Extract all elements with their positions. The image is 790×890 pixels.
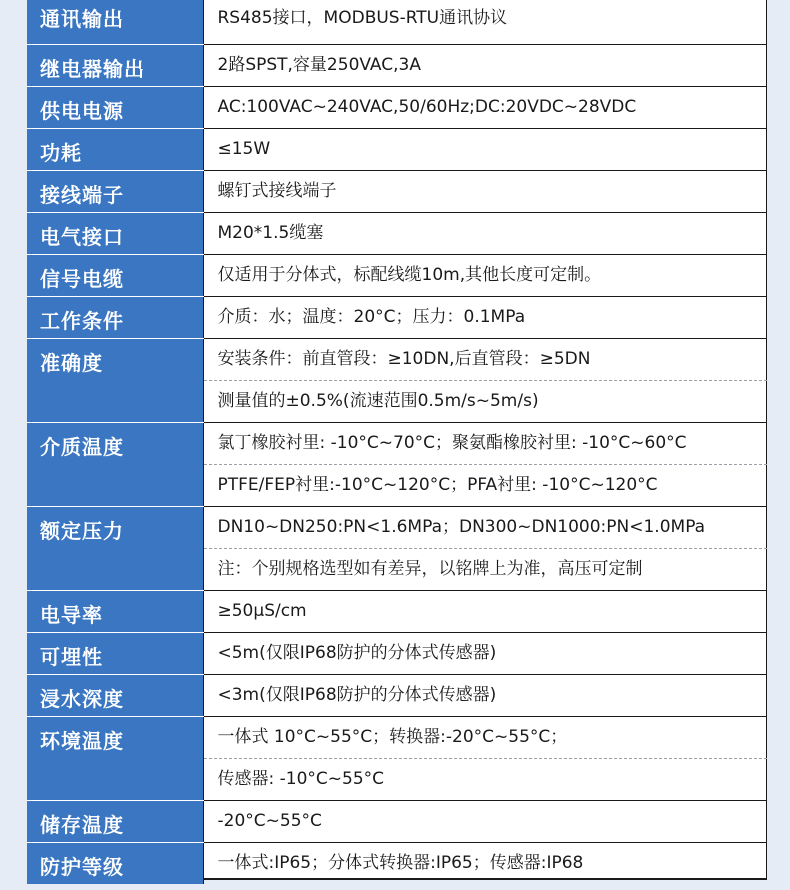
table-row <box>27 716 767 758</box>
row-label: 环境温度 <box>27 716 203 800</box>
row-label: 通讯输出 <box>27 0 203 44</box>
table-row <box>27 800 767 842</box>
table-row <box>27 590 767 632</box>
spec-table <box>27 0 767 884</box>
table-row <box>27 422 767 464</box>
row-value: AC:100VAC~240VAC,50/60Hz;DC:20VDC~28VDC <box>203 86 767 128</box>
row-value: ≥50μS/cm <box>203 590 767 632</box>
row-value: M20*1.5缆塞 <box>203 212 767 254</box>
row-value: 螺钉式接线端子 <box>203 170 767 212</box>
table-row <box>27 254 767 296</box>
table-row <box>27 338 767 380</box>
row-value: 注：个别规格选型如有差异，以铭牌上为准，高压可定制 <box>203 548 767 590</box>
table-row <box>27 170 767 212</box>
row-label: 防护等级 <box>27 842 203 884</box>
row-value: DN10~DN250:PN<1.6MPa；DN300~DN1000:PN<1.0MPa <box>203 506 767 548</box>
row-value: <3m(仅限IP68防护的分体式传感器) <box>203 674 767 716</box>
row-label: 电气接口 <box>27 212 203 254</box>
table-row <box>27 86 767 128</box>
row-value: 仅适用于分体式，标配线缆10m,其他长度可定制。 <box>203 254 767 296</box>
row-label: 接线端子 <box>27 170 203 212</box>
table-row <box>27 842 767 884</box>
row-label: 浸水深度 <box>27 674 203 716</box>
table-row <box>27 632 767 674</box>
row-label: 继电器输出 <box>27 44 203 86</box>
table-row <box>27 506 767 548</box>
row-label: 电导率 <box>27 590 203 632</box>
row-label: 介质温度 <box>27 422 203 506</box>
row-value: 安装条件：前直管段：≥10DN,后直管段：≥5DN <box>203 338 767 380</box>
row-value: 氯丁橡胶衬里: -10°C~70°C；聚氨酯橡胶衬里: -10°C~60°C <box>203 422 767 464</box>
row-value: 一体式:IP65；分体式转换器:IP65；传感器:IP68 <box>203 842 767 884</box>
row-value: ≤15W <box>203 128 767 170</box>
row-value: <5m(仅限IP68防护的分体式传感器) <box>203 632 767 674</box>
row-value: 一体式 10°C~55°C；转换器:-20°C~55°C； <box>203 716 767 758</box>
table-row <box>27 44 767 86</box>
row-label: 功耗 <box>27 128 203 170</box>
row-value: 测量值的±0.5%(流速范围0.5m/s~5m/s) <box>203 380 767 422</box>
table-row <box>27 674 767 716</box>
row-label: 供电电源 <box>27 86 203 128</box>
row-value: 介质：水；温度：20°C；压力：0.1MPa <box>203 296 767 338</box>
row-label: 准确度 <box>27 338 203 422</box>
row-value: RS485接口，MODBUS-RTU通讯协议 <box>203 0 767 44</box>
row-label: 储存温度 <box>27 800 203 842</box>
row-label: 工作条件 <box>27 296 203 338</box>
table-row <box>27 128 767 170</box>
row-label: 可埋性 <box>27 632 203 674</box>
table-row <box>27 0 767 44</box>
table-row <box>27 296 767 338</box>
row-label: 额定压力 <box>27 506 203 590</box>
row-label: 信号电缆 <box>27 254 203 296</box>
table-row <box>27 212 767 254</box>
row-value: 传感器: -10°C~55°C <box>203 758 767 800</box>
row-value: PTFE/FEP衬里:-10°C~120°C；PFA衬里: -10°C~120°C <box>203 464 767 506</box>
row-value: -20°C~55°C <box>203 800 767 842</box>
row-value: 2路SPST,容量250VAC,3A <box>203 44 767 86</box>
